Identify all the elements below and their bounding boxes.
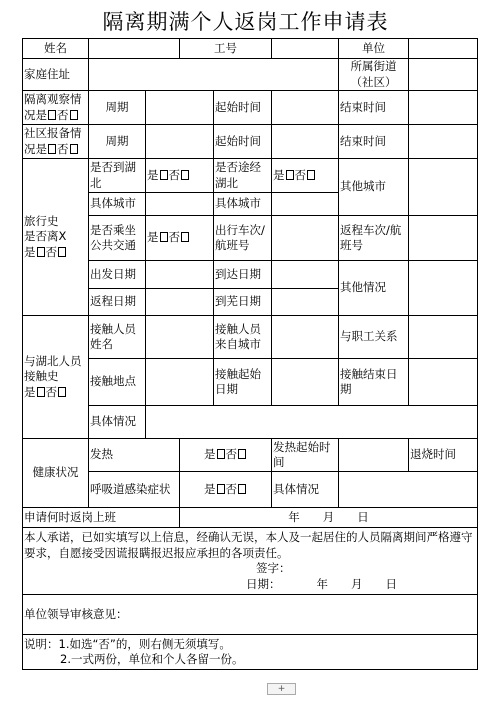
- add-page-button[interactable]: +: [267, 683, 296, 695]
- notes-section: [23, 635, 478, 670]
- contact-detail-field[interactable]: [146, 406, 478, 439]
- to-hubei-yes-checkbox[interactable]: [160, 170, 168, 180]
- relation-field[interactable]: [409, 316, 478, 359]
- respiratory-label: 呼吸道感染症状: [89, 472, 180, 508]
- to-hubei-label: 是否到湖北: [89, 159, 146, 193]
- note-line-1: 说明：1.如选“否”的，则右侧无须填写。: [24, 636, 231, 651]
- via-hubei-label: 是否途经湖北: [214, 159, 272, 193]
- via-hubei-choice: [272, 159, 339, 193]
- pledge-date-label: 日期：: [246, 576, 281, 591]
- unit-field[interactable]: [409, 39, 478, 59]
- via-hubei-no-text: 否: [294, 167, 306, 182]
- isolation-label: [23, 91, 89, 125]
- report-yes-checkbox[interactable]: [48, 144, 56, 154]
- depart-date-label: 出发日期: [89, 261, 146, 289]
- pledge-text: 本人承诺，已如实填写以上信息，经确认无误，本人及一起居住的人员隔离期间严格遵守要求，自愿接受因谎报瞒报迟报应承担的各项责任。: [24, 530, 473, 560]
- review-label: 单位领导审核意见：: [24, 606, 128, 621]
- contact-no-text: 否: [45, 384, 57, 399]
- report-end-label: 结束时间: [339, 125, 409, 159]
- travel-label: [23, 159, 89, 316]
- via-hubei-yes-text: 是: [273, 167, 285, 182]
- address-label: 家庭住址: [23, 59, 89, 91]
- contact-person-label: 接触人员姓名: [89, 316, 146, 359]
- contact-label-line1: 与湖北人员: [24, 353, 82, 368]
- fever-start-label: 发热起始时间: [272, 439, 339, 472]
- employee-id-field[interactable]: [272, 39, 339, 59]
- respiratory-no-text: 否: [225, 481, 237, 496]
- apply-return-date[interactable]: [180, 508, 478, 528]
- unit-label: 单位: [339, 39, 409, 59]
- to-hubei-yes-text: 是: [147, 167, 159, 182]
- return-train-field[interactable]: [409, 216, 478, 261]
- contact-end-field[interactable]: [409, 359, 478, 406]
- contact-label: [23, 316, 89, 439]
- travel-no-checkbox[interactable]: [58, 247, 66, 257]
- isolation-end-label: 结束时间: [339, 91, 409, 125]
- back-date-label: 到芜日期: [214, 289, 272, 316]
- report-period-field[interactable]: [146, 125, 214, 159]
- travel-no-text: 否: [45, 244, 57, 259]
- street-label: [339, 59, 409, 91]
- return-date-label: 返程日期: [89, 289, 146, 316]
- fever-choice: [180, 439, 272, 472]
- name-label: 姓名: [23, 39, 89, 59]
- transit-yes-text: 是: [147, 230, 159, 245]
- city-label: 具体城市: [89, 193, 146, 216]
- respiratory-no-checkbox[interactable]: [238, 484, 246, 494]
- street-label-line2: （社区）: [350, 74, 397, 89]
- health-detail-field[interactable]: [339, 472, 478, 508]
- transit-label: 是否乘坐公共交通: [89, 216, 146, 261]
- travel-yes-checkbox[interactable]: [37, 247, 45, 257]
- city-label-2: 具体城市: [214, 193, 272, 216]
- respiratory-choice: [180, 472, 272, 508]
- via-hubei-no-checkbox[interactable]: [307, 170, 315, 180]
- other-city-field[interactable]: [409, 159, 478, 216]
- pledge-date-line: [24, 577, 476, 593]
- street-label-line1: 所属街道: [350, 59, 397, 73]
- other-info-field[interactable]: [409, 261, 478, 316]
- contact-label-line3: 是: [24, 384, 36, 399]
- to-hubei-no-checkbox[interactable]: [181, 170, 189, 180]
- travel-label-line3: 是: [24, 244, 36, 259]
- report-label-line1: 社区报备情: [24, 126, 82, 141]
- form-title: 隔离期满个人返岗工作申请表: [102, 10, 389, 34]
- apply-return-label: 申请何时返岗上班: [23, 508, 180, 528]
- report-end-field[interactable]: [409, 125, 478, 159]
- pledge-date-value: 年 月 日: [316, 576, 397, 591]
- street-field[interactable]: [409, 59, 478, 91]
- health-detail-label: 具体情况: [272, 472, 339, 508]
- city-field-2[interactable]: [272, 193, 339, 216]
- fever-yes-checkbox[interactable]: [217, 449, 225, 459]
- name-field[interactable]: [89, 39, 180, 59]
- fever-no-text: 否: [225, 447, 237, 462]
- isolation-yes-checkbox[interactable]: [48, 110, 56, 120]
- contact-label-line2: 接触史: [24, 369, 59, 384]
- isolation-end-field[interactable]: [409, 91, 478, 125]
- return-train-label: 返程车次/航班号: [339, 216, 409, 261]
- travel-label-line2: 是否离X: [24, 229, 67, 244]
- contact-start-field[interactable]: [272, 359, 339, 406]
- report-period-label: 周期: [89, 125, 146, 159]
- pledge-signature-line: [24, 561, 476, 577]
- fever-end-label: 退烧时间: [409, 439, 478, 472]
- other-city-label: 其他城市: [339, 159, 409, 216]
- apply-return-date-text: 年 月 日: [288, 509, 369, 524]
- contact-yes-checkbox[interactable]: [37, 387, 45, 397]
- transit-yes-checkbox[interactable]: [160, 232, 168, 242]
- transit-no-text: 否: [168, 230, 180, 245]
- other-info-label: 其他情况: [339, 261, 409, 316]
- isolation-start-field[interactable]: [272, 91, 339, 125]
- contact-person-field[interactable]: [146, 316, 214, 359]
- transit-choice: [146, 216, 214, 261]
- isolation-start-label: 起始时间: [214, 91, 272, 125]
- to-hubei-choice: [146, 159, 214, 193]
- address-field[interactable]: [89, 59, 339, 91]
- fever-start-field[interactable]: [339, 439, 409, 472]
- report-label: [23, 125, 89, 159]
- respiratory-yes-checkbox[interactable]: [217, 484, 225, 494]
- out-train-label: 出行车次/航班号: [214, 216, 272, 261]
- report-start-label: 起始时间: [214, 125, 272, 159]
- contact-city-label: 接触人员来自城市: [214, 316, 272, 359]
- isolation-no-checkbox[interactable]: [70, 110, 78, 120]
- contact-end-label: 接触结束日期: [339, 359, 409, 406]
- relation-label: 与职工关系: [339, 316, 409, 359]
- depart-date-field[interactable]: [146, 261, 214, 289]
- respiratory-yes-text: 是: [204, 481, 216, 496]
- fever-yes-text: 是: [204, 447, 216, 462]
- contact-place-field[interactable]: [146, 359, 214, 406]
- arrive-date-label: 到达日期: [214, 261, 272, 289]
- isolation-no-text: 否: [57, 107, 69, 122]
- out-train-field[interactable]: [272, 216, 339, 261]
- to-hubei-no-text: 否: [168, 167, 180, 182]
- signature-label: 签字：: [256, 561, 291, 576]
- contact-no-checkbox[interactable]: [58, 387, 66, 397]
- note-line-2: 2.一式两份，单位和个人各留一份。: [60, 652, 244, 667]
- contact-city-field[interactable]: [272, 316, 339, 359]
- report-no-checkbox[interactable]: [70, 144, 78, 154]
- employee-id-label: 工号: [180, 39, 272, 59]
- contact-detail-label: 具体情况: [89, 406, 146, 439]
- isolation-label-line1: 隔离观察情: [24, 92, 82, 107]
- back-date-field[interactable]: [272, 289, 339, 316]
- travel-label-line1: 旅行史: [24, 213, 59, 228]
- isolation-period-field[interactable]: [146, 91, 214, 125]
- review-section[interactable]: [23, 595, 478, 635]
- transit-no-checkbox[interactable]: [181, 232, 189, 242]
- isolation-period-label: 周期: [89, 91, 146, 125]
- arrive-date-field[interactable]: [272, 261, 339, 289]
- pledge-section: [23, 528, 478, 595]
- health-label: 健康状况: [23, 439, 89, 508]
- report-label-line2: 况是: [24, 141, 47, 156]
- via-hubei-yes-checkbox[interactable]: [286, 170, 294, 180]
- city-field[interactable]: [146, 193, 214, 216]
- fever-label: 发热: [89, 439, 180, 472]
- contact-start-label: 接触起始日期: [214, 359, 272, 406]
- isolation-label-line2: 况是: [24, 107, 47, 122]
- contact-place-label: 接触地点: [89, 359, 146, 406]
- application-form: [22, 38, 478, 670]
- report-start-field[interactable]: [272, 125, 339, 159]
- return-date-field[interactable]: [146, 289, 214, 316]
- fever-no-checkbox[interactable]: [238, 449, 246, 459]
- report-no-text: 否: [57, 141, 69, 156]
